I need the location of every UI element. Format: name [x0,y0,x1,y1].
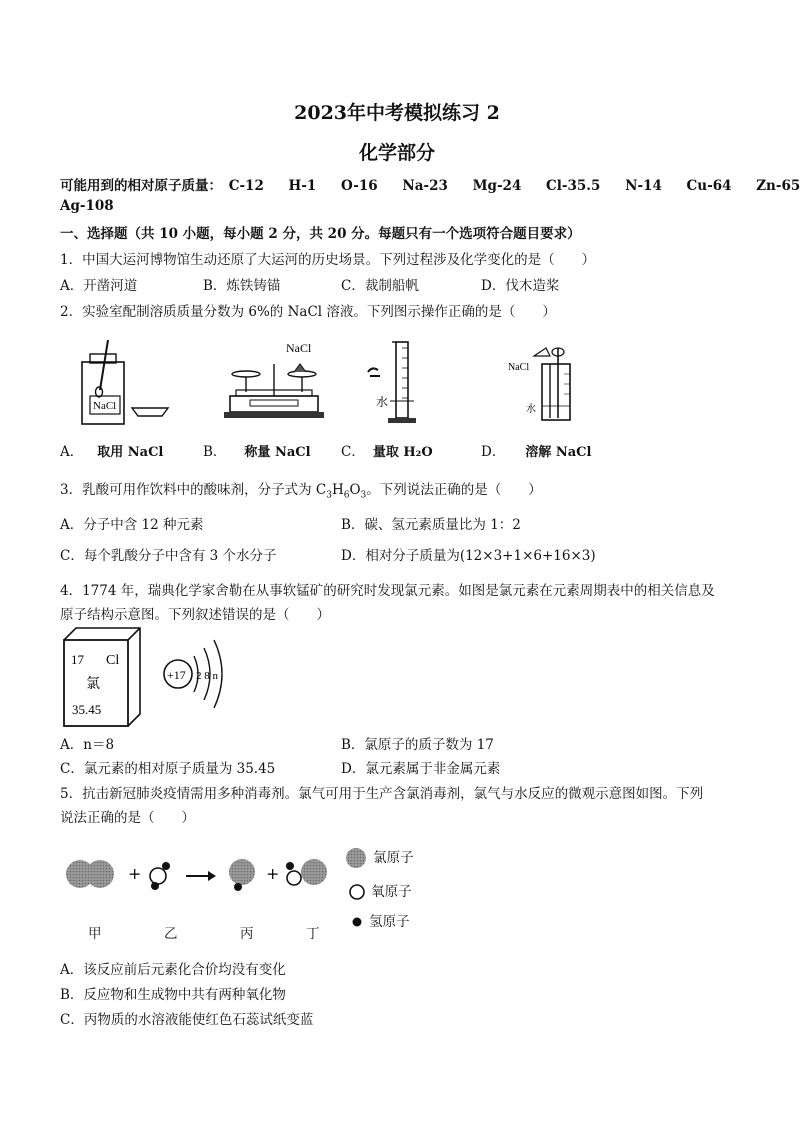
q3-option-b: B．碳、氢元素质量比为 1：2 [341,517,521,533]
q4-option-a: A．n＝8 [60,737,115,753]
q2-option-a [60,440,163,460]
q2-option-b [203,440,311,460]
q3-formula-o: O [349,482,361,498]
reagent-bottle-figure [76,334,176,430]
atomic-mass-item: Zn-65 [756,178,800,194]
atomic-mass-item: Cl-35.5 [546,178,601,194]
plus-sign: + [266,864,280,883]
q2-letter-d: D． [481,444,506,460]
periodic-table-cell [62,626,142,730]
plus-sign: + [128,864,142,883]
q3-sub-h: 6 [343,490,350,501]
atomic-mass-item: O-16 [341,178,378,194]
exam-title: 2023年中考模拟练习 2 [294,102,500,124]
species-label-bing: 丙 [240,926,254,942]
atomic-mass-item: Mg-24 [472,178,522,194]
q1-stem: 1．中国大运河博物馆生动还原了大运河的历史场景。下列过程涉及化学变化的是（ ） [60,252,596,268]
q2-caption-a: 取用 NaCl [97,445,164,460]
balance-label: NaCl [286,341,312,355]
legend-hydrogen-label: 氢原子 [369,914,410,930]
hydrogen-atom-icon [350,915,364,929]
hydrogen-atom-icon [151,882,159,890]
atomic-mass-item: H-1 [288,178,317,194]
element-mass: 35.45 [72,702,102,717]
legend-hydrogen [350,910,410,930]
q1-option-c: C．裁制船帆 [341,278,419,294]
q5-option-a: A．该反应前后元素化合价均没有变化 [60,962,286,978]
graduated-cylinder-figure [362,336,442,432]
hydrogen-atom-icon [234,883,242,891]
atom-structure-diagram [160,634,250,718]
element-name: 氯 [86,676,100,692]
species-label-ding: 丁 [306,926,320,942]
q4-stem-line1: 4．1774 年，瑞典化学家舍勒在从事软锰矿的研究时发现氯元素。如图是氯元素在元素周期表中的相关信息及 [60,583,715,599]
q2-caption-b: 称量 NaCl [244,445,311,460]
electron-shells: 2 8 n [196,670,218,682]
q1-option-a: A．开凿河道 [60,278,138,294]
chlorine-atom-icon [301,859,327,885]
cylinder-water-label: 水 [376,395,389,409]
atomic-mass-item: Cu-64 [686,178,732,194]
legend-chlorine-label: 氯原子 [373,850,414,866]
q5-option-b: B．反应物和生成物中共有两种氧化物 [60,987,286,1003]
chlorine-atom-icon [86,860,114,888]
q3-option-d: D．相对分子质量为(12×3+1×6+16×3) [341,548,596,564]
q3-option-c: C．每个乳酸分子中含有 3 个水分子 [60,548,277,564]
atomic-mass-item: Ag-108 [60,198,114,214]
nucleus-charge: +17 [167,668,186,682]
q4-option-b: B．氯原子的质子数为 17 [341,737,494,753]
q3-formula-h: H [331,482,344,498]
q3-stem-suffix: 。下列说法正确的是（ ） [366,482,542,498]
q3-sub-c: 3 [326,490,332,501]
chlorine-atom-icon [344,847,368,869]
q2-option-c [341,440,433,460]
q3-stem-prefix: 3．乳酸可用作饮料中的酸味剂，分子式为 C [60,482,327,498]
q3-sub-o: 3 [360,490,367,501]
legend-oxygen [348,880,412,901]
q2-letter-a: A． [60,444,84,460]
q2-caption-c: 量取 H₂O [372,445,433,460]
atomic-mass-item: C-12 [228,178,264,194]
hydrogen-atom-icon [286,862,294,870]
oxygen-atom-icon [150,868,166,884]
element-number: 17 [71,652,84,667]
q2-stem: 2．实验室配制溶质质量分数为 6%的 NaCl 溶液。下列图示操作正确的是（ ） [60,304,556,320]
q5-option-c: C．丙物质的水溶液能使红色石蕊试纸变蓝 [60,1012,314,1028]
q2-option-d [481,440,591,460]
atomic-mass-item: Na-23 [402,178,448,194]
q3-option-a: A．分子中含 12 种元素 [60,517,204,533]
beaker-nacl-label: NaCl [508,362,530,373]
q4-stem-line2: 原子结构示意图。下列叙述错误的是（ ） [60,607,330,623]
q2-letter-c: C． [341,444,365,460]
element-symbol: Cl [106,653,120,668]
chlorine-atom-icon [229,859,255,885]
balance-figure [222,334,328,430]
beaker-water-label: 水 [526,404,536,415]
bottle-label: NaCl [93,400,117,412]
q5-stem-line1: 5．抗击新冠肺炎疫情需用多种消毒剂。氯气可用于生产含氯消毒剂，氯气与水反应的微观示意图如图。下列 [60,786,704,802]
species-label-yi: 乙 [164,926,178,942]
hydrogen-atom-icon [162,862,170,870]
q2-caption-d: 溶解 NaCl [525,445,592,460]
q5-stem-line2: 说法正确的是（ ） [60,810,195,826]
arrow-icon [208,871,216,881]
atomic-mass-label: 可能用到的相对原子质量： [60,178,222,194]
oxygen-atom-icon [287,871,301,885]
q4-option-d: D．氯元素属于非金属元素 [341,761,501,777]
exam-subtitle: 化学部分 [358,142,435,164]
q3-stem [60,478,542,501]
q4-option-c: C．氯元素的相对原子质量为 35.45 [60,761,276,777]
species-label-jia: 甲 [88,926,102,942]
section-heading: 一、选择题（共 10 小题，每小题 2 分，共 20 分。每题只有一个选项符合题目要求） [60,226,581,242]
q2-letter-b: B． [203,444,227,460]
q1-option-b: B．炼铁铸锚 [203,278,281,294]
q1-option-d: D．伐木造桨 [481,278,560,294]
legend-oxygen-label: 氧原子 [371,884,412,900]
legend-chlorine [344,846,414,869]
atomic-mass-row [60,174,800,194]
atomic-mass-item: N-14 [625,178,662,194]
oxygen-atom-icon [348,883,366,901]
dissolving-beaker-figure [506,334,596,430]
